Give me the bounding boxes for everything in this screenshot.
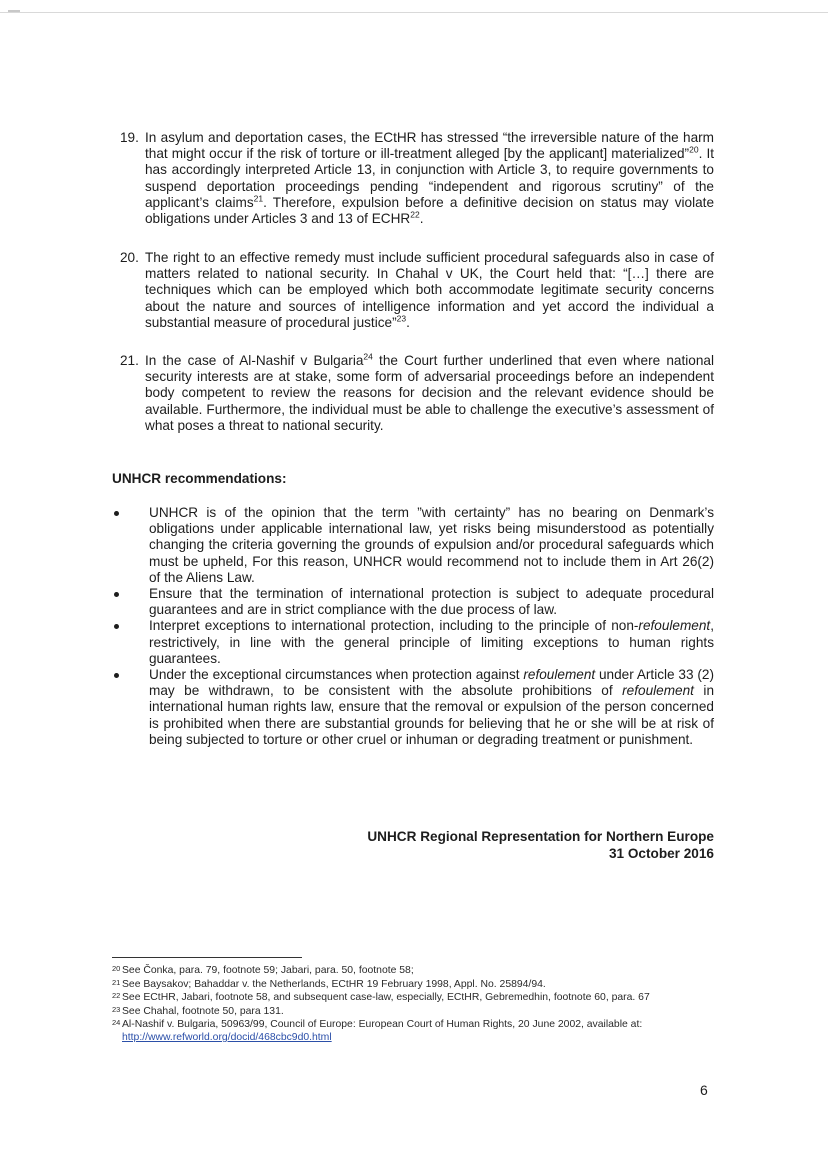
- footnote-ref: 24: [363, 351, 373, 362]
- footnote-24: [112, 1019, 712, 1044]
- paragraph-number: 21.: [120, 353, 139, 368]
- footnote-20: [112, 965, 712, 978]
- italic-term: refoulement: [523, 667, 596, 683]
- recommendation-item: [112, 505, 714, 586]
- bullet-icon: [114, 673, 119, 678]
- paragraph-text: In the case of Al-Nashif v Bulgaria$^{24}$ the Court further underlined that even where national security interests are at stake, some form of adversarial proceedings before an independent body competent to review the reasons for decision and the relevant evidence should be available. Furthermore, the individual must be able to challenge the executive’s assessment of what poses a threat to national security.: [145, 351, 714, 433]
- bullet-icon: [114, 624, 119, 629]
- signature-organization: UNHCR Regional Representation for Northern Europe: [367, 829, 714, 844]
- italic-term: refoulement: [622, 683, 694, 699]
- footnote-ref: 22: [410, 209, 420, 220]
- footnote-text: See Baysakov; Bahaddar v. the Netherlands, ECtHR 19 February 1998, Appl. No. 25894/94.: [122, 978, 546, 990]
- italic-term: refoulement: [638, 618, 711, 634]
- recommendation-item: [112, 667, 714, 748]
- footnote-divider: [112, 957, 302, 958]
- footnote-text: Al-Nashif v. Bulgaria, 50963/99, Council of Europe: European Court of Human Rights, 20 June 2002, available at: http://www.refworld.org/docid/468cbc9d0.html: [122, 1019, 643, 1043]
- paragraph-number: 20.: [120, 250, 139, 265]
- footnote-number: 24: [112, 1018, 121, 1028]
- footnote-number: 22: [112, 991, 121, 1001]
- footnote-23: [112, 1006, 712, 1019]
- footnote-number: 20: [112, 964, 121, 973]
- footnote-ref: 21: [253, 193, 264, 204]
- paragraph-text: In asylum and deportation cases, the ECtHR has stressed “the irreversible nature of the harm that might occur if the risk of torture or ill-treatment alleged [by the applicant] materialized”$^{20}$. It has accordingly interpreted Article 13, in conjunction with Article 3, to require governments to suspend deportation proceedings pending “independent and rigorous scrutiny” of the applicant’s claims$^{21}$. Therefore, expulsion before a definitive decision on status may violate obligations under Articles 3 and 13 of ECHR$^{22}$.: [145, 130, 715, 227]
- footnote-number: 21: [112, 977, 121, 987]
- footnote-21: [112, 979, 712, 992]
- signature-block: [367, 828, 714, 862]
- recommendation-text: Ensure that the termination of international protection is subject to adequate procedural guarantees and are in strict compliance with the due process of law.: [149, 586, 714, 618]
- recommendation-text: UNHCR is of the opinion that the term ”with certainty” has no bearing on Denmark’s obligations under applicable international law, yet risks being misunderstood as potentially changing the criteria governing the grounds of expulsion and/or procedural safeguards which must be upheld, For this reason, UNHCR would recommend not to include them in Art 26(2) of the Aliens Law.: [149, 505, 714, 585]
- paragraph-text: The right to an effective remedy must include sufficient procedural safeguards also in case of matters related to national security. In Chahal v UK, the Court held that: “[…] there are techniques which can be employed which both accommodate legitimate security concerns about the nature and sources of intelligence information and yet accord the individual a substantial measure of procedural justice”$^{23}$.: [145, 250, 714, 330]
- recommendation-item: [112, 586, 714, 618]
- recommendations-heading: UNHCR recommendations:: [112, 471, 287, 486]
- page-number: 6: [700, 1082, 708, 1098]
- recommendation-item: [112, 618, 714, 667]
- scan-edge-line: [0, 12, 828, 13]
- footnote-ref: 23: [396, 313, 407, 324]
- paragraph-19: [112, 130, 714, 227]
- footnote-text: See Chahal, footnote 50, para 131.: [122, 1005, 284, 1017]
- footnotes: [112, 965, 712, 1046]
- footnote-text: See Čonka, para. 79, footnote 59; Jabari, para. 50, footnote 58;: [122, 965, 414, 976]
- recommendation-text: Under the exceptional circumstances when protection against refoulement under Article 33 (2) may be withdrawn, to be consistent with the absolute prohibitions of refoulement in international human rights law, ensure that the removal or expulsion of the person concerned is prohibited when there are substantial grounds for believing that he or she will be at risk of being subjected to torture or other cruel or inhuman or degrading treatment or punishment.: [149, 667, 715, 747]
- refworld-link[interactable]: http://www.refworld.org/docid/468cbc9d0.html: [122, 1031, 332, 1043]
- bullet-icon: [114, 511, 119, 516]
- bullet-icon: [114, 592, 119, 597]
- paragraph-20: [112, 250, 714, 331]
- footnote-number: 23: [112, 1004, 121, 1014]
- recommendations-list: [112, 505, 714, 748]
- paragraph-21: [112, 353, 714, 434]
- recommendation-text: Interpret exceptions to international protection, including to the principle of non-refoulement, restrictively, in line with the general principle of limiting exceptions to human rights guarantees.: [149, 618, 714, 666]
- footnote-ref: 20: [689, 144, 699, 155]
- paragraph-number: 19.: [120, 130, 139, 145]
- footnote-22: [112, 992, 712, 1005]
- footnote-text: See ECtHR, Jabari, footnote 58, and subsequent case-law, especially, ECtHR, Gebremedhin, footnote 60, para. 67: [122, 992, 650, 1004]
- signature-date: 31 October 2016: [608, 846, 714, 861]
